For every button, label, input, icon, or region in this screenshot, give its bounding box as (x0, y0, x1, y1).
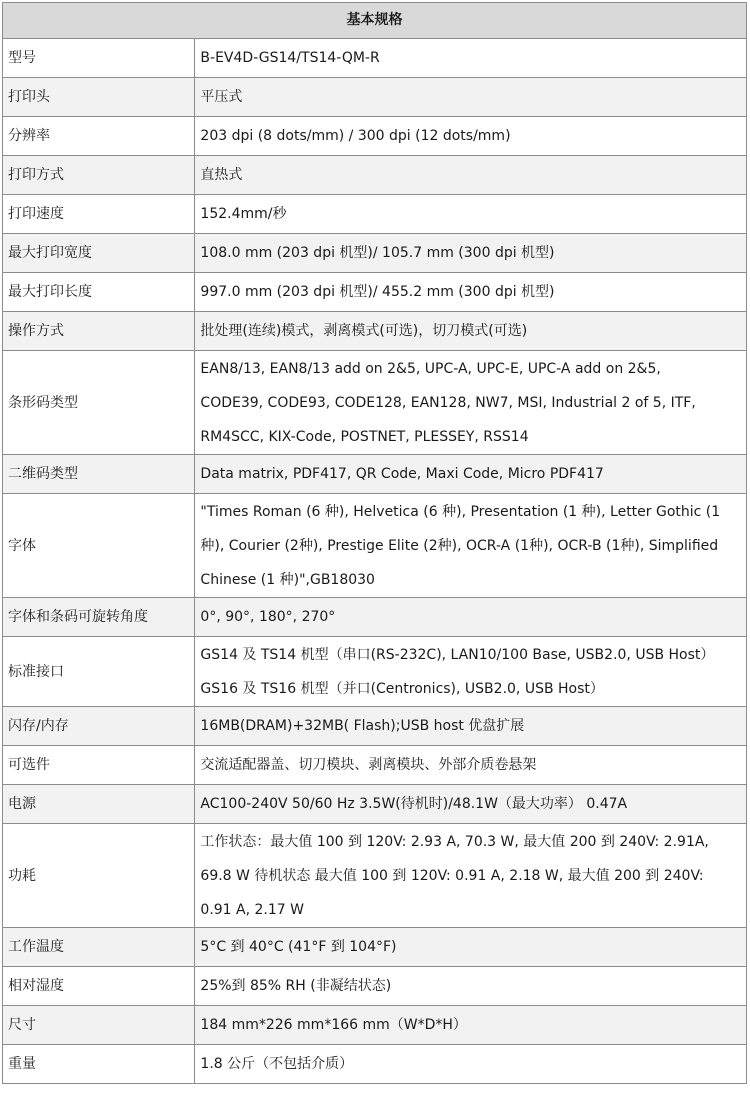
spec-value-line: 1.8 公斤（不包括介质） (200, 1056, 354, 1072)
spec-label: 电源 (3, 785, 195, 824)
spec-value-line: GS14 及 TS14 机型（串口(RS-232C), LAN10/100 Base, USB2.0, USB Host） (200, 646, 715, 663)
spec-value-line: 997.0 mm (203 dpi 机型)/ 455.2 mm (300 dpi 机型) (200, 284, 555, 300)
spec-value (195, 312, 747, 351)
spec-table (2, 2, 747, 1084)
spec-value (195, 39, 747, 78)
spec-value (195, 785, 747, 824)
spec-value (195, 117, 747, 156)
spec-value-line: GS16 及 TS16 机型（并口(Centronics), USB2.0, USB Host） (200, 680, 604, 697)
spec-label: 工作温度 (3, 928, 195, 967)
spec-value-line: Data matrix, PDF417, QR Code, Maxi Code, Micro PDF417 (200, 466, 604, 482)
spec-label: 操作方式 (3, 312, 195, 351)
spec-label: 标准接口 (3, 637, 195, 707)
table-row (3, 1045, 747, 1084)
table-row (3, 39, 747, 78)
spec-value-line: "Times Roman (6 种), Helvetica (6 种), Presentation (1 种), Letter Gothic (1 (200, 503, 721, 520)
spec-value-line: 25%到 85% RH (非凝结状态) (200, 978, 392, 994)
spec-value (195, 273, 747, 312)
table-title: 基本规格 (3, 3, 747, 39)
spec-label: 打印方式 (3, 156, 195, 195)
table-row (3, 351, 747, 455)
table-body (3, 39, 747, 1084)
spec-value-line: 0°, 90°, 180°, 270° (200, 609, 336, 625)
spec-value-line: 69.8 W 待机状态 最大值 100 到 120V: 0.91 A, 2.18 W, 最大值 200 到 240V: (200, 867, 704, 884)
spec-value (195, 78, 747, 117)
table-row (3, 746, 747, 785)
table-row (3, 1006, 747, 1045)
table-row (3, 195, 747, 234)
spec-label: 重量 (3, 1045, 195, 1084)
spec-label: 打印头 (3, 78, 195, 117)
table-row (3, 312, 747, 351)
spec-value (195, 824, 747, 928)
spec-value-line: B-EV4D-GS14/TS14-QM-R (200, 50, 380, 66)
spec-value (195, 156, 747, 195)
spec-value (195, 967, 747, 1006)
table-row (3, 824, 747, 928)
spec-value-line: AC100-240V 50/60 Hz 3.5W(待机时)/48.1W（最大功率） 0.47A (200, 796, 628, 812)
spec-value-line: CODE39, CODE93, CODE128, EAN128, NW7, MSI, Industrial 2 of 5, ITF, (200, 394, 696, 411)
spec-value-line: 108.0 mm (203 dpi 机型)/ 105.7 mm (300 dpi 机型) (200, 245, 555, 261)
table-row (3, 928, 747, 967)
spec-value-line: EAN8/13, EAN8/13 add on 2&5, UPC-A, UPC-E, UPC-A add on 2&5, (200, 360, 661, 377)
spec-value (195, 195, 747, 234)
spec-label: 字体和条码可旋转角度 (3, 598, 195, 637)
table-row (3, 156, 747, 195)
spec-label: 尺寸 (3, 1006, 195, 1045)
spec-value (195, 234, 747, 273)
table-row (3, 598, 747, 637)
table-row (3, 455, 747, 494)
table-row (3, 234, 747, 273)
spec-value (195, 707, 747, 746)
spec-value (195, 928, 747, 967)
table-row (3, 967, 747, 1006)
spec-value-line: 批处理(连续)模式，剥离模式(可选)，切刀模式(可选) (200, 323, 528, 339)
table-row (3, 707, 747, 746)
table-row (3, 637, 747, 707)
spec-value (195, 637, 747, 707)
spec-value-line: 直热式 (200, 167, 243, 183)
spec-value-line: 交流适配器盖、切刀模块、剥离模块、外部介质卷悬架 (200, 757, 537, 773)
table-row (3, 494, 747, 598)
spec-label: 二维码类型 (3, 455, 195, 494)
spec-label: 型号 (3, 39, 195, 78)
spec-value (195, 598, 747, 637)
spec-value-line: Chinese (1 种)",GB18030 (200, 571, 375, 588)
spec-value (195, 494, 747, 598)
spec-value-line: 平压式 (200, 89, 243, 105)
spec-value (195, 351, 747, 455)
spec-value-line: 152.4mm/秒 (200, 206, 287, 222)
spec-value-line: 5°C 到 40°C (41°F 到 104°F) (200, 939, 397, 955)
spec-label: 最大打印长度 (3, 273, 195, 312)
spec-label: 分辨率 (3, 117, 195, 156)
spec-value (195, 1045, 747, 1084)
table-row (3, 785, 747, 824)
spec-value (195, 746, 747, 785)
spec-value-line: 184 mm*226 mm*166 mm（W*D*H） (200, 1017, 467, 1033)
spec-value-line: 工作状态：最大值 100 到 120V: 2.93 A, 70.3 W, 最大值 200 到 240V: 2.91A, (200, 833, 709, 850)
spec-label: 可选件 (3, 746, 195, 785)
spec-value (195, 455, 747, 494)
table-row (3, 273, 747, 312)
spec-label: 最大打印宽度 (3, 234, 195, 273)
spec-label: 相对湿度 (3, 967, 195, 1006)
spec-value-line: 16MB(DRAM)+32MB( Flash);USB host 优盘扩展 (200, 718, 525, 734)
spec-value-line: 203 dpi (8 dots/mm) / 300 dpi (12 dots/mm) (200, 128, 511, 144)
spec-value-line: RM4SCC, KIX-Code, POSTNET, PLESSEY, RSS14 (200, 428, 529, 445)
table-row (3, 117, 747, 156)
spec-label: 字体 (3, 494, 195, 598)
spec-value-line: 0.91 A, 2.17 W (200, 901, 304, 918)
spec-value (195, 1006, 747, 1045)
spec-value-line: 种), Courier (2种), Prestige Elite (2种), OCR-A (1种), OCR-B (1种), Simplified (200, 537, 719, 554)
spec-label: 闪存/内存 (3, 707, 195, 746)
table-header-row (3, 3, 747, 39)
table-row (3, 78, 747, 117)
spec-label: 功耗 (3, 824, 195, 928)
spec-label: 条形码类型 (3, 351, 195, 455)
spec-label: 打印速度 (3, 195, 195, 234)
